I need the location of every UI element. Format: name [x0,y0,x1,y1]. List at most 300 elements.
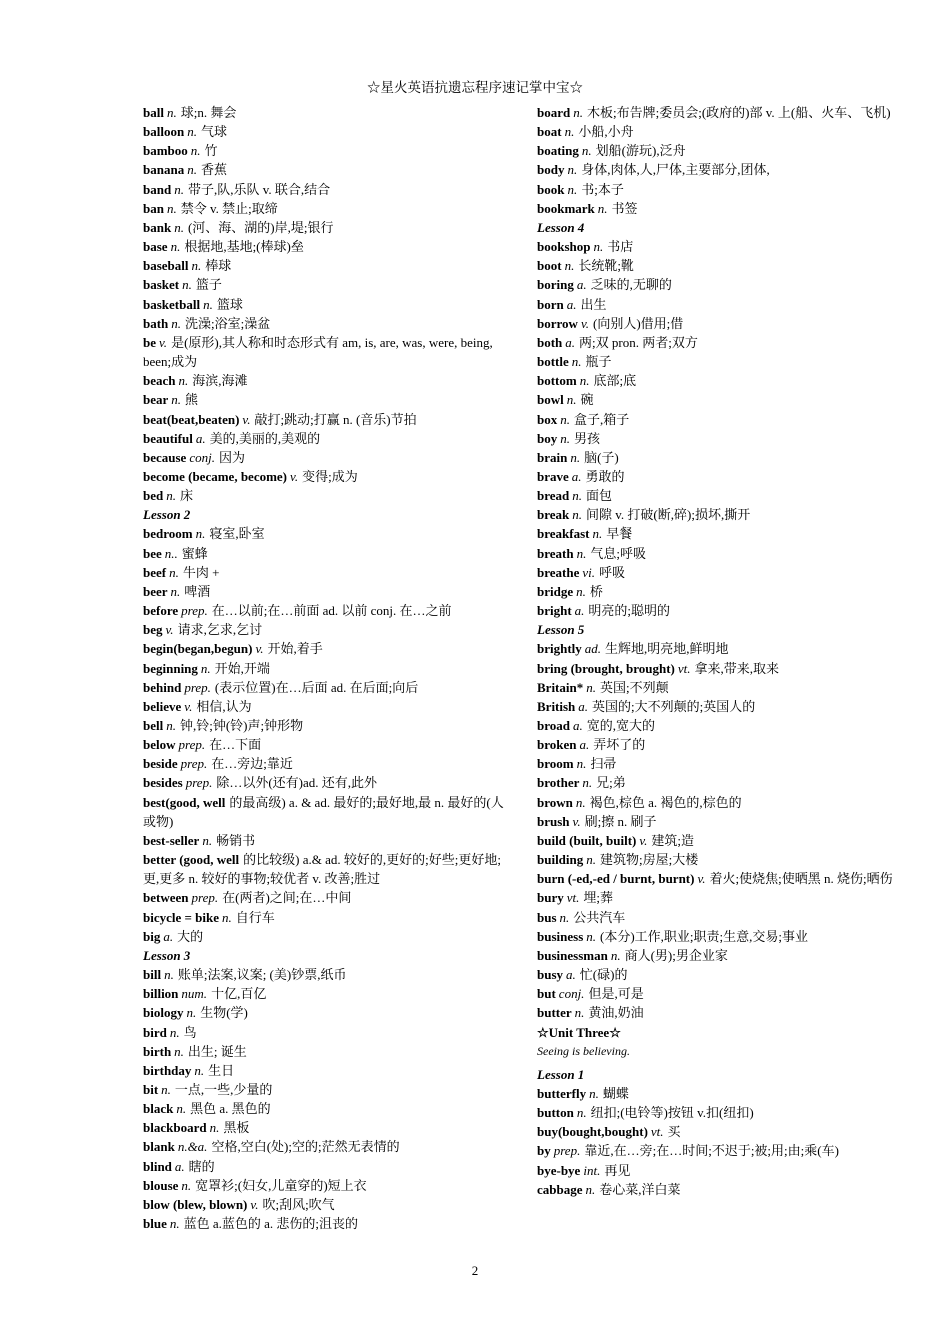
headword: bear [143,392,169,408]
definition: 棒球 [205,258,232,274]
headword: behind [143,679,182,695]
definition: 桥 [589,583,603,599]
headword: basketball [143,296,201,312]
vocab-entry [143,601,513,620]
lesson-heading: Lesson 5 [537,622,585,638]
headword: button [537,1105,574,1121]
vocab-entry [143,965,513,984]
headword: bridge [537,583,574,599]
headword: black [143,1101,174,1117]
part-of-speech: int. [583,1162,601,1178]
headword: base [143,239,168,255]
headword: blouse [143,1177,179,1193]
definition: 早餐 [606,526,633,542]
vocab-entry [537,314,907,333]
vocab-entry [537,773,907,792]
vocab-entry [143,735,513,754]
vocab-entry [143,697,513,716]
left-column [143,103,513,1233]
vocab-entry [537,946,907,965]
vocab-entry [537,563,907,582]
part-of-speech: v. [639,832,648,848]
vocab-entry [143,218,513,237]
definition: 长统靴;靴 [578,258,634,274]
headword: band [143,181,172,197]
part-of-speech: num. [181,986,208,1002]
headword: beat(beat,beaten) [143,411,240,427]
definition: 英国的;大不列颠的;英国人的 [592,698,756,714]
part-of-speech: prep. [553,1143,581,1159]
definition: 英国;不列颠 [599,679,669,695]
vocab-entry [537,486,907,505]
part-of-speech: v. [250,1196,259,1212]
definition: 开始,开端 [214,660,270,676]
part-of-speech: n. [574,1005,585,1021]
vocab-entry [143,256,513,275]
definition: 碗 [580,392,594,408]
definition: 扫帚 [590,756,617,772]
vocab-entry [143,180,513,199]
headword: believe [143,698,182,714]
definition: (表示位置)在…后面 ad. 在后面;向后 [214,679,419,695]
definition: 因为 [218,449,245,465]
vocab-entry [537,735,907,754]
part-of-speech: n. [191,258,202,274]
definition: 洗澡;浴室;澡盆 [185,315,271,331]
vocab-entry [143,524,513,543]
definition: 面包 [586,488,613,504]
vocab-entry [143,888,513,907]
vocab-entry [143,160,513,179]
vocab-entry [143,237,513,256]
headword: board [537,105,571,120]
definition: 一点,一些,少量的 [174,1081,273,1097]
definition: 明亮的;聪明的 [588,603,671,619]
part-of-speech: n. [576,545,587,561]
vocab-entry [143,1023,513,1042]
definition: 篮子 [195,277,222,293]
vocab-entry [143,850,513,888]
vocab-entry [537,965,907,984]
vocab-entry [537,237,907,256]
definition: 蜜蜂 [181,545,208,561]
headword: blue [143,1216,167,1232]
part-of-speech: n. [576,756,587,772]
headword: borrow [537,315,578,331]
definition: 小船,小舟 [578,124,634,140]
definition: 间隙 v. 打破(断,碎);损坏,撕开 [586,507,751,523]
vocab-entry [143,1137,513,1156]
headword: ball [143,105,164,120]
definition: 床 [179,488,193,504]
definition: 生辉地,明亮地,鲜明地 [605,641,729,657]
definition: 乏味的,无聊的 [590,277,672,293]
vocab-entry [537,429,907,448]
headword: businessman [537,947,608,963]
vocab-entry [143,448,513,467]
definition: (向别人)借用;借 [593,315,684,331]
vocab-entry [537,831,907,850]
vocab-entry [537,505,907,524]
definition: 着火;使烧焦;使晒黑 n. 烧伤;晒伤 [709,871,893,887]
part-of-speech: n. [181,1177,192,1193]
unit-motto: Seeing is believing. [537,1043,630,1058]
vocab-entry [143,333,513,371]
headword: boring [537,277,574,293]
part-of-speech: n. [209,1120,220,1136]
part-of-speech: v. [580,315,589,331]
vocab-entry [537,524,907,543]
vocab-entry [143,486,513,505]
vocab-entry [537,639,907,658]
vocab-entry [143,103,513,122]
part-of-speech: n. [567,162,578,178]
part-of-speech: vi. [582,564,596,580]
definition: 带子,队,乐队 v. 联合,结合 [187,181,331,197]
definition: 宽罩衫;(妇女,儿童穿的)短上衣 [195,1177,367,1193]
vocab-entry [143,1195,513,1214]
definition: 在…旁边;靠近 [211,756,293,772]
definition: 自行车 [235,909,275,925]
headword: blind [143,1158,172,1174]
definition: 宽的,宽大的 [586,718,656,733]
headword: birth [143,1043,172,1059]
definition: 敲打;跳动;打赢 n. (音乐)节拍 [254,411,417,427]
part-of-speech: prep. [181,603,208,619]
definition: 生日 [208,1062,235,1078]
vocab-entry [537,927,907,946]
vocab-entry [143,639,513,658]
definition: 账单;法案,议案; (美)钞票,纸币 [177,967,347,983]
vocab-entry [537,678,907,697]
page-header: ☆星火英语抗遗忘程序速记掌中宝☆ [367,80,583,95]
vocab-entry [143,1214,513,1233]
vocab-entry [537,1003,907,1022]
part-of-speech: n. [161,1081,171,1097]
vocab-entry [537,754,907,773]
part-of-speech: v. [697,871,706,887]
vocab-entry [143,984,513,1003]
headword: billion [143,986,179,1002]
headword: break [537,507,570,523]
headword: bedroom [143,526,193,542]
part-of-speech: n. [171,315,182,331]
part-of-speech: conj. [558,986,585,1002]
definition: 勇敢的 [585,468,625,484]
headword: both [537,334,563,350]
part-of-speech: n. [560,430,570,446]
headword: birthday [143,1062,192,1078]
part-of-speech: n. [164,967,174,983]
part-of-speech: n. [572,488,583,504]
headword: beautiful [143,430,193,446]
part-of-speech: n. [567,181,578,197]
vocab-entry [143,582,513,601]
definition: 空格,空白(处);空的;茫然无表情的 [211,1139,400,1155]
part-of-speech: n. [586,679,596,695]
vocab-entry [143,141,513,160]
part-of-speech: v. [290,468,299,484]
vocab-entry [143,1176,513,1195]
headword: but [537,986,556,1002]
headword: building [537,852,584,868]
vocab-entry [537,697,907,716]
headword: breathe [537,564,580,580]
part-of-speech: n. [585,1181,596,1197]
vocab-entry [537,716,907,735]
headword: below [143,737,176,753]
part-of-speech: n. [186,1005,197,1021]
vocab-entry [143,199,513,218]
definition: 建筑;造 [651,832,695,848]
part-of-speech: n. [203,296,213,312]
definition: 出生 [580,296,607,312]
headword: big [143,928,161,944]
vocab-entry [143,275,513,294]
headword: bookmark [537,200,595,216]
vocab-entry [143,544,513,563]
definition: 寝室,卧室 [209,526,265,542]
part-of-speech: n. [610,947,621,963]
headword: blank [143,1139,175,1155]
part-of-speech: n. [573,105,583,120]
headword: bell [143,718,164,733]
vocab-entry [143,927,513,946]
definition: 再见 [604,1162,631,1178]
definition: 书;本子 [581,181,624,197]
definition: 竹 [204,143,218,159]
unit-heading: ☆Unit Three☆ [537,1024,621,1040]
headword: breath [537,545,574,561]
vocab-entry [143,1042,513,1061]
headword: bicycle = bike [143,909,220,925]
definition: 两;双 pron. 两者;双方 [579,334,698,350]
definition: (本分)工作,职业;职责;生意,交易;事业 [600,928,808,944]
headword: bamboo [143,143,188,159]
vocab-entry [537,410,907,429]
headword: bus [537,909,557,925]
headword: breakfast [537,526,590,542]
vocab-entry [537,295,907,314]
vocab-entry [143,831,513,850]
headword: before [143,603,179,619]
definition: 相信,认为 [196,698,252,714]
headword: blackboard [143,1120,207,1136]
definition: 身体,肉体,人,尸体,主要部分,团体, [581,162,770,178]
definition: 篮球 [216,296,243,312]
part-of-speech: n. [589,1085,599,1101]
headword: bread [537,488,570,504]
part-of-speech: n. [597,200,608,216]
headword: besides [143,775,183,791]
part-of-speech: n. [582,775,593,791]
part-of-speech: n. [178,373,189,389]
headword: bottle [537,354,569,370]
vocab-entry [143,295,513,314]
vocab-entry [143,563,513,582]
definition: 纽扣;(电铃等)按钮 v.扣(纽扣) [590,1105,754,1121]
headword: baseball [143,258,189,274]
headword: burn (-ed,-ed / burnt, burnt) [537,871,695,887]
vocab-entry [537,908,907,927]
vocab-entry [143,678,513,697]
part-of-speech: n. [171,392,182,408]
part-of-speech: a. [174,1158,185,1174]
vocab-entry [537,1122,907,1141]
definition: 蝴蝶 [602,1085,629,1101]
vocab-entry [143,773,513,792]
headword: bury [537,890,564,906]
part-of-speech: n. [174,1043,184,1059]
part-of-speech: n. [170,583,181,599]
part-of-speech: n. [194,1062,205,1078]
part-of-speech: a. [579,737,590,753]
vocab-entry [537,888,907,907]
part-of-speech: n. [576,1105,587,1121]
part-of-speech: n. [169,1216,180,1232]
vocab-entry [143,467,513,486]
headword: by [537,1143,551,1159]
headword: broad [537,718,570,733]
part-of-speech: prep. [185,775,213,791]
vocab-entry [143,659,513,678]
headword: body [537,162,565,178]
part-of-speech: prep. [184,679,211,695]
headword: bye-bye [537,1162,581,1178]
definition: 黑色 a. 黑色的 [190,1101,271,1117]
headword: beside [143,756,178,772]
definition: 生物(学) [200,1005,248,1021]
part-of-speech: v. [165,622,174,638]
definition: 弄坏了的 [593,737,646,753]
part-of-speech: n. [169,1024,180,1040]
headword: cabbage [537,1181,583,1197]
headword: best-seller [143,832,200,848]
headword: brush [537,813,570,829]
definition: 盒子,箱子 [573,411,630,427]
definition: 美的,美丽的,美观的 [209,430,321,446]
part-of-speech: prep. [191,890,219,906]
vocab-entry [537,180,907,199]
headword: blow (blew, blown) [143,1196,248,1212]
headword: busy [537,967,564,983]
part-of-speech: vt. [566,890,580,906]
headword: box [537,411,558,427]
part-of-speech: ad. [584,641,602,657]
definition: 在…下面 [209,737,262,753]
part-of-speech: n. [182,277,192,293]
headword: become (became, become) [143,468,288,484]
headword: British [537,698,576,714]
headword: bath [143,315,169,331]
vocab-entry [143,314,513,333]
definition: 牛肉 + [182,564,220,580]
headword: ban [143,200,164,216]
headword: because [143,449,187,465]
part-of-speech: n. [190,143,201,159]
vocab-entry [143,429,513,448]
definition: 兄;弟 [596,775,626,791]
part-of-speech: n. [579,373,590,389]
part-of-speech: a. [195,430,206,446]
part-of-speech: n. [575,794,586,810]
part-of-speech: n. [592,526,603,542]
part-of-speech: prep. [178,737,206,753]
vocab-entry [537,333,907,352]
part-of-speech: a. [574,603,585,619]
definition: 建筑物;房屋;大楼 [600,852,699,868]
headword: beg [143,622,163,638]
headword: brown [537,794,573,810]
headword: boating [537,143,579,159]
part-of-speech: v. [184,698,193,714]
definition: 黄油,奶油 [588,1005,644,1021]
vocab-entry [143,620,513,639]
vocab-entry [143,1080,513,1099]
vocab-entry [537,467,907,486]
part-of-speech: a. [163,928,174,944]
vocab-entry [143,1061,513,1080]
definition: 卷心菜,洋白菜 [599,1181,681,1197]
vocab-entry [537,1161,907,1180]
headword: broken [537,737,577,753]
headword: between [143,890,189,906]
vocab-entry [143,1157,513,1176]
vocab-entry [537,1180,907,1199]
vocab-entry [537,199,907,218]
definition: 划船(游玩),泛舟 [595,143,686,159]
vocab-entry [537,448,907,467]
part-of-speech: a. [571,468,582,484]
vocab-entry [537,1141,907,1160]
part-of-speech: n. [564,124,575,140]
headword: business [537,928,584,944]
part-of-speech: a. [578,698,589,714]
definition: 变得;成为 [302,468,358,484]
headword: better (good, well [143,852,240,868]
part-of-speech: prep. [180,756,208,772]
headword: brother [537,775,580,791]
vocab-entry [143,716,513,735]
definition: (河、海、湖的)岸,堤;银行 [187,219,334,235]
definition: 钟,铃;钟(铃)声;钟形物 [179,718,304,733]
headword: brain [537,449,568,465]
definition: 木板;布告牌;委员会;(政府的)部 v. 上(船、火车、飞机) [586,105,891,120]
lesson-heading: Lesson 1 [537,1066,585,1082]
definition: 底部;底 [593,373,637,389]
definition: 男孩 [573,430,600,446]
definition: 瓶子 [585,354,612,370]
definition: 气球 [200,124,227,140]
part-of-speech: n. [170,239,181,255]
definition: 呼吸 [599,564,626,580]
vocab-entry [537,122,907,141]
vocab-entry [537,371,907,390]
part-of-speech: n. [560,411,570,427]
part-of-speech: n. [166,488,176,504]
headword: biology [143,1005,184,1021]
part-of-speech: v. [255,641,264,657]
definition: 的最高级) a. & ad. 最好的;最好地,最 n. 最好的(人或物) [143,794,504,829]
definition: 拿来,带来,取来 [694,660,780,676]
headword: bottom [537,373,577,389]
definition: 书店 [607,239,634,255]
vocab-entry [537,141,907,160]
headword: book [537,181,565,197]
part-of-speech: n. [202,832,213,848]
vocab-entry [537,659,907,678]
vocab-entry [537,582,907,601]
